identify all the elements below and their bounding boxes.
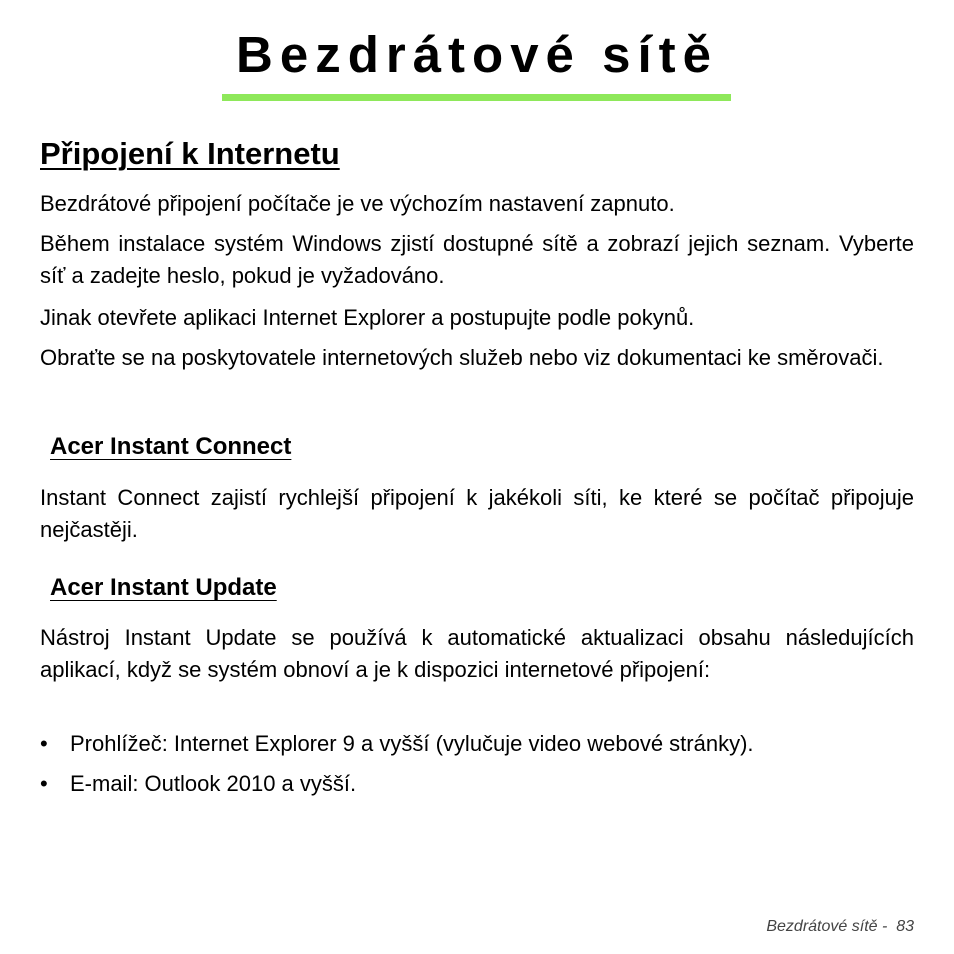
section-heading: Připojení k Internetu <box>40 136 340 171</box>
list-item-text: E-mail: Outlook 2010 a vyšší. <box>70 771 357 796</box>
title-underline-bar <box>222 94 731 101</box>
paragraph-windows-setup: Během instalace systém Windows zjistí dostupné sítě a zobrazí jejich seznam. Vyberte síť a zadejte heslo, pokud je vyžadováno. <box>40 231 914 288</box>
page-title: Bezdrátové sítě <box>236 26 718 83</box>
list-item-text: Prohlížeč: Internet Explorer 9 a vyšší (vylučuje video webové stránky). <box>70 731 754 756</box>
page-number: 83 <box>896 918 914 935</box>
bullet-icon: • <box>40 731 48 756</box>
subheading-instant-connect: Acer Instant Connect <box>50 433 292 460</box>
footer-label: Bezdrátové sítě - <box>766 918 888 935</box>
paragraph-default-on: Bezdrátové připojení počítače je ve výchozím nastavení zapnuto. <box>40 191 675 216</box>
paragraph-internet-explorer: Jinak otevřete aplikaci Internet Explorer a postupujte podle pokynů. <box>40 305 695 330</box>
paragraph-instant-connect: Instant Connect zajistí rychlejší připojení k jakékoli síti, ke které se počítač připojuje nejčastěji. <box>40 485 914 542</box>
bullet-icon: • <box>40 771 48 796</box>
page-footer <box>766 917 914 937</box>
paragraph-instant-update: Nástroj Instant Update se používá k automatické aktualizaci obsahu následujících aplikací, když se systém obnoví a je k dispozici internetové připojení: <box>40 625 914 682</box>
paragraph-provider: Obraťte se na poskytovatele internetových služeb nebo viz dokumentaci ke směrovači. <box>40 345 884 370</box>
subheading-instant-update: Acer Instant Update <box>50 574 277 601</box>
